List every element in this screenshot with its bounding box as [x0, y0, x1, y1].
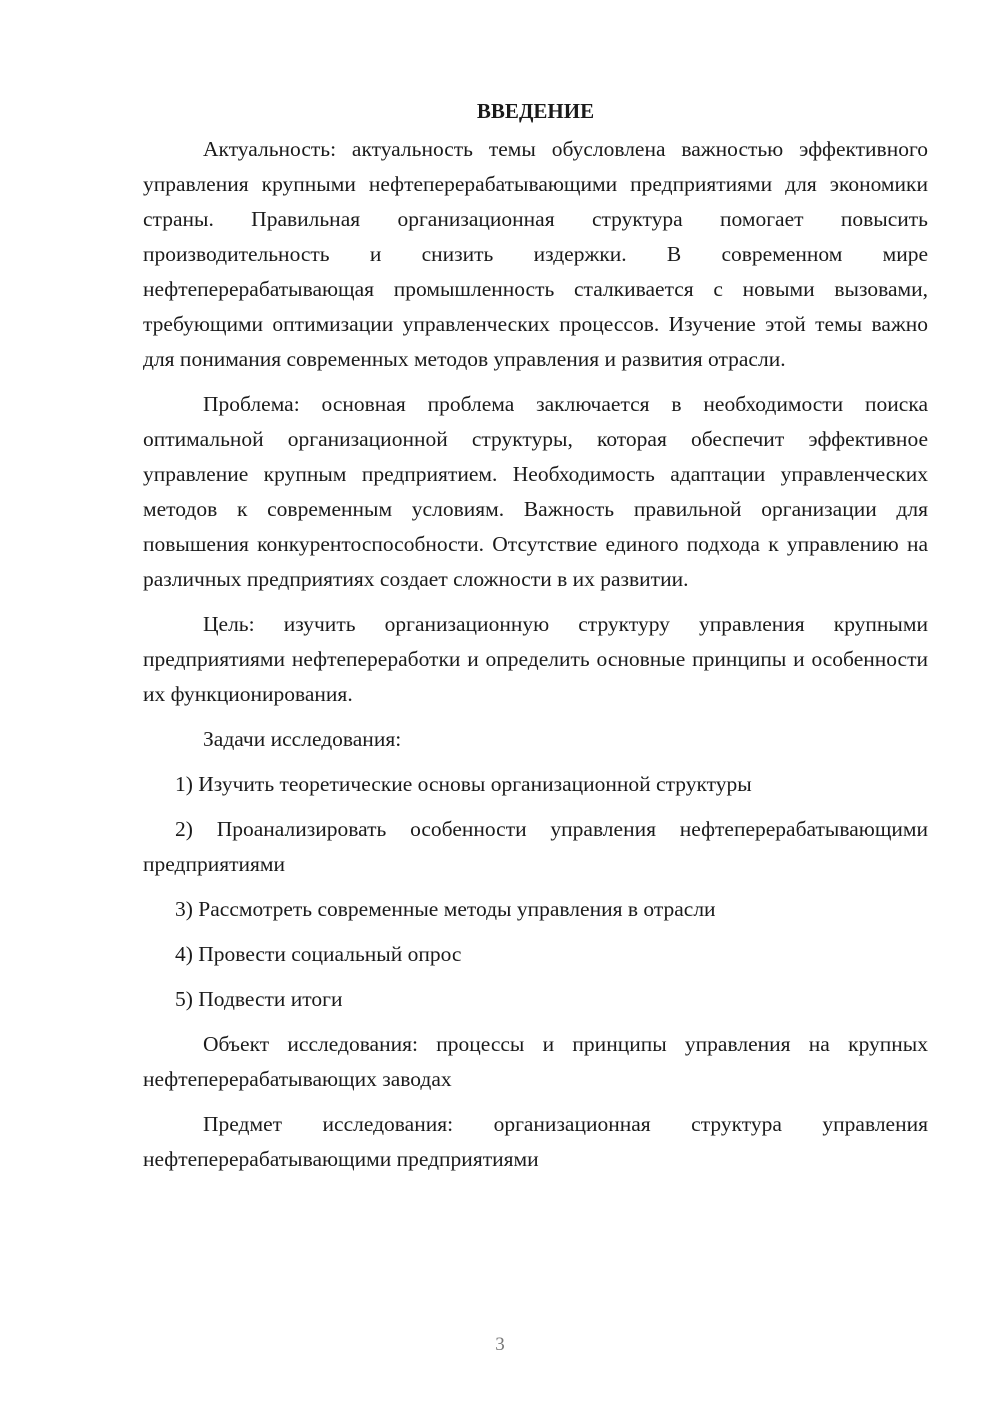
paragraph-relevance: Актуальность: актуальность темы обусловлена важностью эффективного управления крупными нефтеперерабатывающими предприятиями для экономики страны. Правильная организационная структура помогает повысить производительность и снизить издержки. В современном мире нефтеперерабатывающая промышленность сталкивается с новыми вызовами, требующими оптимизации управленческих процессов. Изучение этой темы важно для понимания современных методов управления и развития отрасли. — [143, 137, 928, 371]
task-item-2: 2) Проанализировать особенности управления нефтеперерабатывающими предприятиями — [143, 817, 928, 876]
paragraph-goal: Цель: изучить организационную структуру управления крупными предприятиями нефтепереработки и определить основные принципы и особенности их функционирования. — [143, 612, 928, 706]
paragraph-problem: Проблема: основная проблема заключается в необходимости поиска оптимальной организационной структуры, которая обеспечит эффективное управление крупным предприятием. Необходимость адаптации управленческих методов к современным условиям. Важность правильной организации для повышения конкурентоспособности. Отсутствие единого подхода к управлению на различных предприятиях создает сложности в их развитии. — [143, 392, 928, 591]
page-title: ВВЕДЕНИЕ — [476, 99, 595, 123]
task-item-4: 4) Провести социальный опрос — [175, 942, 462, 966]
task-item-5: 5) Подвести итоги — [175, 987, 343, 1011]
paragraph-subject: Предмет исследования: организационная структура управления нефтеперерабатывающими предприятиями — [143, 1112, 928, 1171]
paragraph-object: Объект исследования: процессы и принципы управления на крупных нефтеперерабатывающих заводах — [143, 1032, 928, 1091]
page-content — [143, 96, 928, 1177]
paragraph-tasks-heading: Задачи исследования: — [203, 727, 402, 751]
task-item-1: 1) Изучить теоретические основы организационной структуры — [175, 772, 752, 796]
page-number: 3 — [495, 1334, 505, 1355]
task-item-3: 3) Рассмотреть современные методы управления в отрасли — [175, 897, 716, 921]
